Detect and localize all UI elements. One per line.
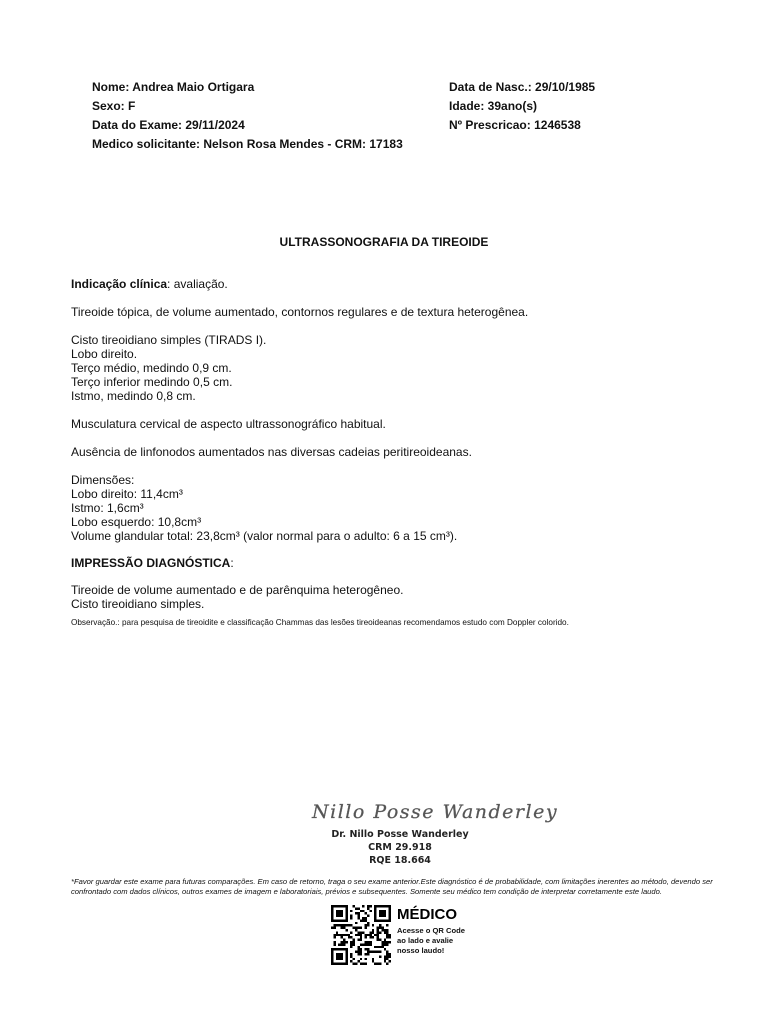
requesting-doctor: Medico solicitante: Nelson Rosa Mendes - CRM: 17183 [92,137,403,151]
signature-block [300,790,559,867]
exam-date: Data do Exame: 29/11/2024 [92,118,245,132]
observation-note: Observação.: para pesquisa de tireoidite e classificação Chammas das lesões tireoideanas recomendamos estudo com Doppler colorido. [71,618,569,627]
dimension-line: Istmo: 1,6cm³ [71,501,144,515]
patient-name: Nome: Andrea Maio Ortigara [92,80,255,94]
clinical-indication [71,277,731,291]
cyst-line: Terço médio, medindo 0,9 cm. [71,361,232,375]
impression-heading: IMPRESSÃO DIAGNÓSTICA: [71,556,234,570]
impression-label: IMPRESSÃO DIAGNÓSTICA [71,556,231,570]
indication-value: : avaliação. [167,277,228,291]
indication-label: Indicação clínica [71,277,168,291]
qr-description: Acesse o QR Code ao lado e avalie nosso laudo! [397,926,465,955]
impression-line: Tireoide de volume aumentado e de parênquima heterogêneo. [71,583,404,597]
dimension-line: Lobo direito: 11,4cm³ [71,487,183,501]
patient-info-right [449,78,595,135]
cyst-line: Cisto tireoidiano simples (TIRADS I). [71,333,267,347]
qr-title: MÉDICO [397,906,457,923]
patient-sex: Sexo: F [92,99,136,113]
finding-thyroid: Tireoide tópica, de volume aumentado, contornos regulares e de textura heterogênea. [71,305,529,319]
report-body [71,277,731,628]
cyst-line: Istmo, medindo 0,8 cm. [71,389,196,403]
qr-feedback-block [331,905,476,967]
handwritten-signature [308,790,559,828]
footer-disclaimer: *Favor guardar este exame para futuras comparações. Em caso de retorno, traga o seu exame anterior.Este diagnóstico é de probabilidade, com limitações inerentes ao método, devendo ser confrontado com dados clínicos, outros exames de imagem e laboratoriais, prévios e subsequentes. Somente seu médico tem condição de interpretar corretamente este laudo. [71,877,713,896]
dimension-line: Dimensões: [71,473,135,487]
finding-lymph-nodes: Ausência de linfonodos aumentados nas diversas cadeias peritireoideanas. [71,445,472,459]
birth-date: Data de Nasc.: 29/10/1985 [449,80,596,94]
cyst-line: Terço inferior medindo 0,5 cm. [71,375,233,389]
doctor-crm: CRM 29.918 [368,842,432,853]
dimension-line: Volume glandular total: 23,8cm³ (valor normal para o adulto: 6 a 15 cm³). [71,529,458,543]
patient-info-left [92,78,403,154]
dimension-line: Lobo esquerdo: 10,8cm³ [71,515,202,529]
doctor-rqe: RQE 18.664 [369,855,431,866]
prescription-number: Nº Prescricao: 1246538 [449,118,581,132]
qr-code-icon[interactable] [331,905,391,965]
svg-text:Nillo Posse Wanderley: Nillo Posse Wanderley [312,801,559,823]
finding-musculature: Musculatura cervical de aspecto ultrassonográfico habitual. [71,417,386,431]
cyst-line: Lobo direito. [71,347,138,361]
doctor-name: Dr. Nillo Posse Wanderley [331,829,469,840]
report-title: ULTRASSONOGRAFIA DA TIREOIDE [279,235,489,249]
patient-age: Idade: 39ano(s) [449,99,538,113]
impression-line: Cisto tireoidiano simples. [71,597,205,611]
